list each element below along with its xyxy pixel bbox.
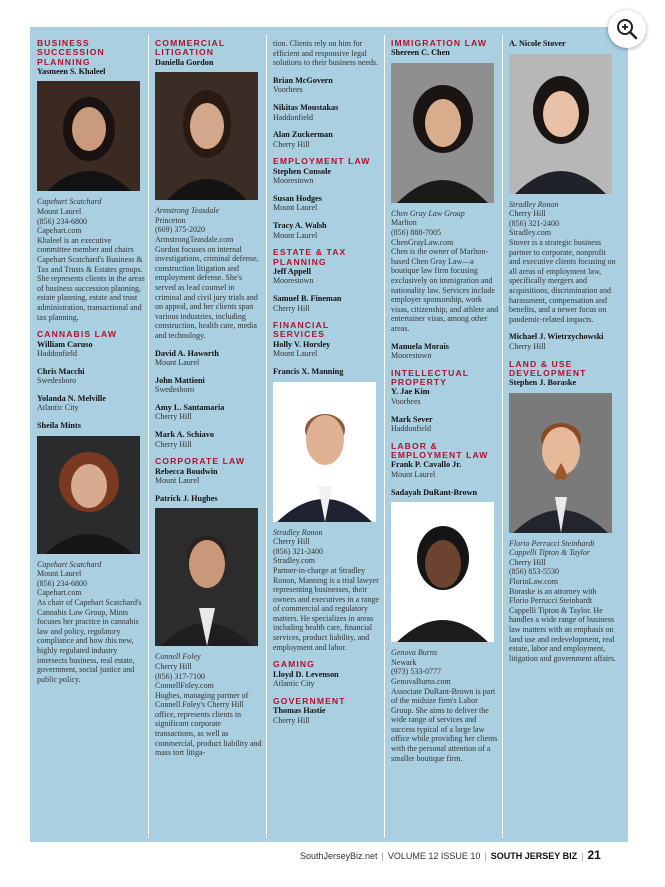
location: Cherry Hill — [155, 412, 192, 422]
location: Mount Laurel — [391, 469, 436, 479]
column-divider — [502, 35, 503, 838]
location: Moorestown — [273, 176, 314, 186]
bio: Khaleel is an executive committee member and chairs Capehart Scatchard's Business & Tax and Trusts & Estates groups. She represents clients in the areas of business succession planning, estate planning, estate and trust administration, transactional and tax planning. — [37, 235, 145, 322]
firm-name: Capehart Scatchard — [37, 559, 102, 569]
location: Swedesboro — [37, 376, 77, 386]
location: Mount Laurel — [273, 349, 318, 359]
firm-name: Stradley Ronon — [509, 199, 559, 209]
attorney-name: Mark Sever — [391, 414, 433, 424]
section-heading: BUSINESS SUCCESSION PLANNING — [37, 38, 105, 67]
section-heading: FINANCIAL SERVICES — [273, 320, 330, 340]
section-heading: LABOR & EMPLOYMENT LAW — [391, 440, 489, 461]
phone: (973) 533-0777 — [391, 667, 441, 677]
location: Cherry Hill — [155, 439, 192, 449]
phone: (856) 234-6800 — [37, 216, 87, 226]
attorney-name: Nikitas Moustakas — [273, 102, 339, 112]
section-heading: ESTATE & TAX PLANNING — [273, 247, 347, 267]
attorney-name: Chris Macchi — [37, 366, 85, 376]
section-heading: IMMIGRATION LAW — [391, 38, 488, 48]
bio: Associate DuRant-Brown is part of the midsize firm's Labor Group. She aims to deliver the wide range of services and success typical of a large law office while providing her clients with the personal attention of a smaller boutique firm. — [391, 686, 498, 763]
footer-site: SouthJerseyBiz.net — [300, 851, 378, 861]
bio: Chen is the owner of Marlton-based Chen Gray Law—a boutique law firm focusing exclusively on immigration and nationality law. Services include employer sponsorship, work visas, citizenship, and athlete and entertainer visas, among other areas. — [391, 247, 499, 334]
section-heading: GAMING — [273, 659, 315, 670]
attorney-name: Patrick J. Hughes — [155, 493, 218, 503]
attorney-name: Sadayah DuRant-Brown — [391, 487, 478, 497]
portrait-photo — [155, 508, 258, 646]
section-heading: EMPLOYMENT LAW — [273, 156, 371, 167]
location: Voorhees — [273, 85, 303, 95]
location: Marlton — [391, 218, 417, 228]
section-heading: INTELLECTUAL PROPERTY — [391, 367, 469, 388]
attorney-name: William Caruso — [37, 339, 93, 349]
website: ArmstrongTeasdale.com — [155, 234, 234, 244]
attorney-name: Shereen C. Chen — [391, 48, 450, 58]
portrait-photo — [37, 436, 140, 554]
attorney-name: A. Nicole Stover — [509, 39, 566, 48]
column-divider — [148, 35, 149, 838]
firm-name: Stradley Ronon — [273, 527, 323, 537]
portrait-photo — [391, 502, 494, 642]
column-divider — [266, 35, 267, 838]
column-3 — [273, 39, 381, 725]
phone: (856) 321-2400 — [509, 218, 559, 228]
attorney-name: Alan Zuckerman — [273, 130, 333, 140]
attorney-name: Manuela Morais — [391, 341, 449, 351]
attorney-name: Yolanda N. Melville — [37, 393, 106, 403]
portrait-photo — [509, 54, 612, 194]
footer-issue: VOLUME 12 ISSUE 10 — [387, 851, 481, 861]
attorney-name: Michael J. Wietrzychowski — [509, 332, 604, 342]
footer-magazine: SOUTH JERSEY BIZ — [490, 851, 578, 861]
attorney-name: Amy L. Santamaria — [155, 402, 225, 412]
column-5 — [509, 39, 617, 663]
section-heading: CANNABIS LAW — [37, 329, 118, 340]
attorney-name: Stephen J. Boraske — [509, 378, 577, 388]
location: Cherry Hill — [273, 139, 310, 149]
attorney-name: Francis X. Manning — [273, 366, 344, 376]
firm-name: Armstrong Teasdale — [155, 206, 220, 216]
portrait-photo — [391, 63, 494, 203]
website: Capehart.com — [37, 588, 82, 598]
location: Moorestown — [391, 351, 432, 361]
phone: (856) 853-5530 — [509, 567, 559, 577]
website: ChenGrayLaw.com — [391, 237, 454, 247]
section-heading: GOVERNMENT — [273, 695, 346, 706]
portrait-photo — [509, 393, 612, 533]
bio: Boraske is an attorney with Florio Perrucci Steinhardt Cappelli Tipton & Taylor. He handles a wide range of business law matters with an emphasis on land use and redevelopment, real estate, labor and employment, litigation and government affairs. — [509, 586, 616, 663]
attorney-name: Holly V. Horsley — [273, 339, 331, 349]
bio: Partner-in-charge at Stradley Ronon, Manning is a trial lawyer representing businesses, their owners and executives in a range of commercial and regulatory matters. He specializes in areas including health care, financial services, product liability, and employment and labor. — [273, 565, 379, 652]
section-heading: CORPORATE LAW — [155, 456, 246, 467]
location: Mount Laurel — [37, 207, 82, 217]
phone: (856) 234-6800 — [37, 578, 87, 588]
phone: (856) 321-2400 — [273, 546, 323, 556]
section-heading: COMMERCIAL LITIGATION — [155, 38, 226, 58]
portrait-photo — [37, 81, 140, 191]
location: Newark — [391, 657, 417, 667]
attorney-name: Y. Jae Kim — [391, 387, 430, 397]
location: Haddonfield — [37, 349, 77, 359]
firm-name: Genova Burns — [391, 648, 437, 658]
website: Stradley.com — [509, 228, 551, 238]
location: Cherry Hill — [155, 661, 192, 671]
firm-name: Capehart Scatchard — [37, 197, 102, 207]
phone: (856) 888-7005 — [391, 228, 441, 238]
location: Haddonfield — [391, 424, 431, 434]
attorney-name: Frank P. Cavallo Jr. — [391, 460, 462, 470]
website: Stradley.com — [273, 556, 315, 566]
attorney-name: Mark A. Schiavo — [155, 430, 214, 440]
location: Princeton — [155, 215, 186, 225]
attorney-name: Yasmeen S. Khaleel — [37, 66, 106, 76]
attorney-name: Sheila Mints — [37, 421, 81, 431]
attorney-name: Lloyd D. Levenson — [273, 669, 339, 679]
page-number: 21 — [587, 848, 601, 862]
firm-name: Chen Gray Law Group — [391, 208, 465, 218]
attorney-name: Brian McGovern — [273, 75, 333, 85]
bio-continued: tion. Clients rely on him for efficient and responsive legal solutions to their business needs. — [273, 39, 379, 68]
bio: Hughes, managing partner of Connell Foley's Cherry Hill office, represents clients in significant corporate transactions, as well as commercial, product liability and mass tort litiga- — [155, 690, 262, 758]
attorney-name: David A. Haworth — [155, 348, 219, 358]
location: Atlantic City — [37, 403, 79, 413]
column-divider — [384, 35, 385, 838]
location: Haddonfield — [273, 112, 313, 122]
attorney-name: Jeff Appell — [273, 266, 311, 276]
location: Mount Laurel — [155, 476, 200, 486]
attorney-name: John Mattioni — [155, 375, 205, 385]
location: Mount Laurel — [37, 569, 82, 579]
column-1 — [37, 39, 145, 684]
attorney-name: Thomas Hastie — [273, 706, 326, 716]
phone: (856) 317-7100 — [155, 671, 205, 681]
attorney-name: Susan Hodges — [273, 193, 322, 203]
website: GenovaBurns.com — [391, 676, 451, 686]
website: FlorioLaw.com — [509, 577, 559, 587]
location: Cherry Hill — [273, 715, 310, 725]
portrait-photo — [155, 72, 258, 200]
location: Cherry Hill — [273, 537, 310, 547]
attorney-name: Daniella Gordon — [155, 57, 214, 67]
location: Cherry Hill — [509, 209, 546, 219]
attorney-name: Samuel B. Fineman — [273, 293, 342, 303]
location: Cherry Hill — [273, 303, 310, 313]
location: Swedesboro — [155, 385, 195, 395]
website: Capehart.com — [37, 226, 82, 236]
zoom-in-icon — [608, 10, 646, 48]
attorney-name: Rebecca Boudwin — [155, 466, 218, 476]
website: ConnellFoley.com — [155, 681, 214, 691]
attorney-name: Stephen Console — [273, 166, 332, 176]
bio: As chair of Capehart Scatchard's Cannabis Law Group, Mints focuses her practice in cannabis law and policy, regulatory compliance and how this new, highly regulated industry intersects business, real estate, government, social justice and public policy. — [37, 598, 142, 684]
location: Voorhees — [391, 396, 421, 406]
firm-name: Connell Foley — [155, 652, 201, 662]
location: Mount Laurel — [273, 203, 318, 213]
phone: (609) 375-2020 — [155, 225, 205, 235]
location: Mount Laurel — [273, 230, 318, 240]
column-4 — [391, 39, 499, 763]
location: Cherry Hill — [509, 341, 546, 351]
bio: Stover is a strategic business partner to corporate, nonprofit and executive clients focusing on all areas of employment law, specifically mergers and acquisitions, discrimination and harassment, compensation and benefits, and a newer focus on pandemic-related impacts. — [509, 237, 616, 324]
portrait-photo — [273, 382, 376, 522]
zoom-in-button[interactable] — [608, 10, 646, 48]
attorney-name: Tracy A. Walsh — [273, 221, 327, 231]
location: Moorestown — [273, 276, 314, 286]
section-heading: LAND & USE DEVELOPMENT — [509, 358, 587, 378]
firm-name: Florio Perrucci Steinhardt Cappelli Tipton & Taylor — [509, 538, 595, 558]
location: Cherry Hill — [509, 557, 546, 567]
column-2 — [155, 39, 263, 758]
location: Mount Laurel — [155, 358, 200, 368]
bio: Gordon focuses on internal investigations, criminal defense, construction litigation and employment defense. She's served as lead counsel in criminal and civil jury trials and on appeal, and her clients span various industries, including construction, health care, media and technology. — [155, 244, 259, 340]
location: Atlantic City — [273, 679, 315, 689]
magazine-page — [30, 27, 628, 842]
page-footer: SouthJerseyBiz.net | VOLUME 12 ISSUE 10 | SOUTH JERSEY BIZ | 21 — [300, 848, 601, 862]
